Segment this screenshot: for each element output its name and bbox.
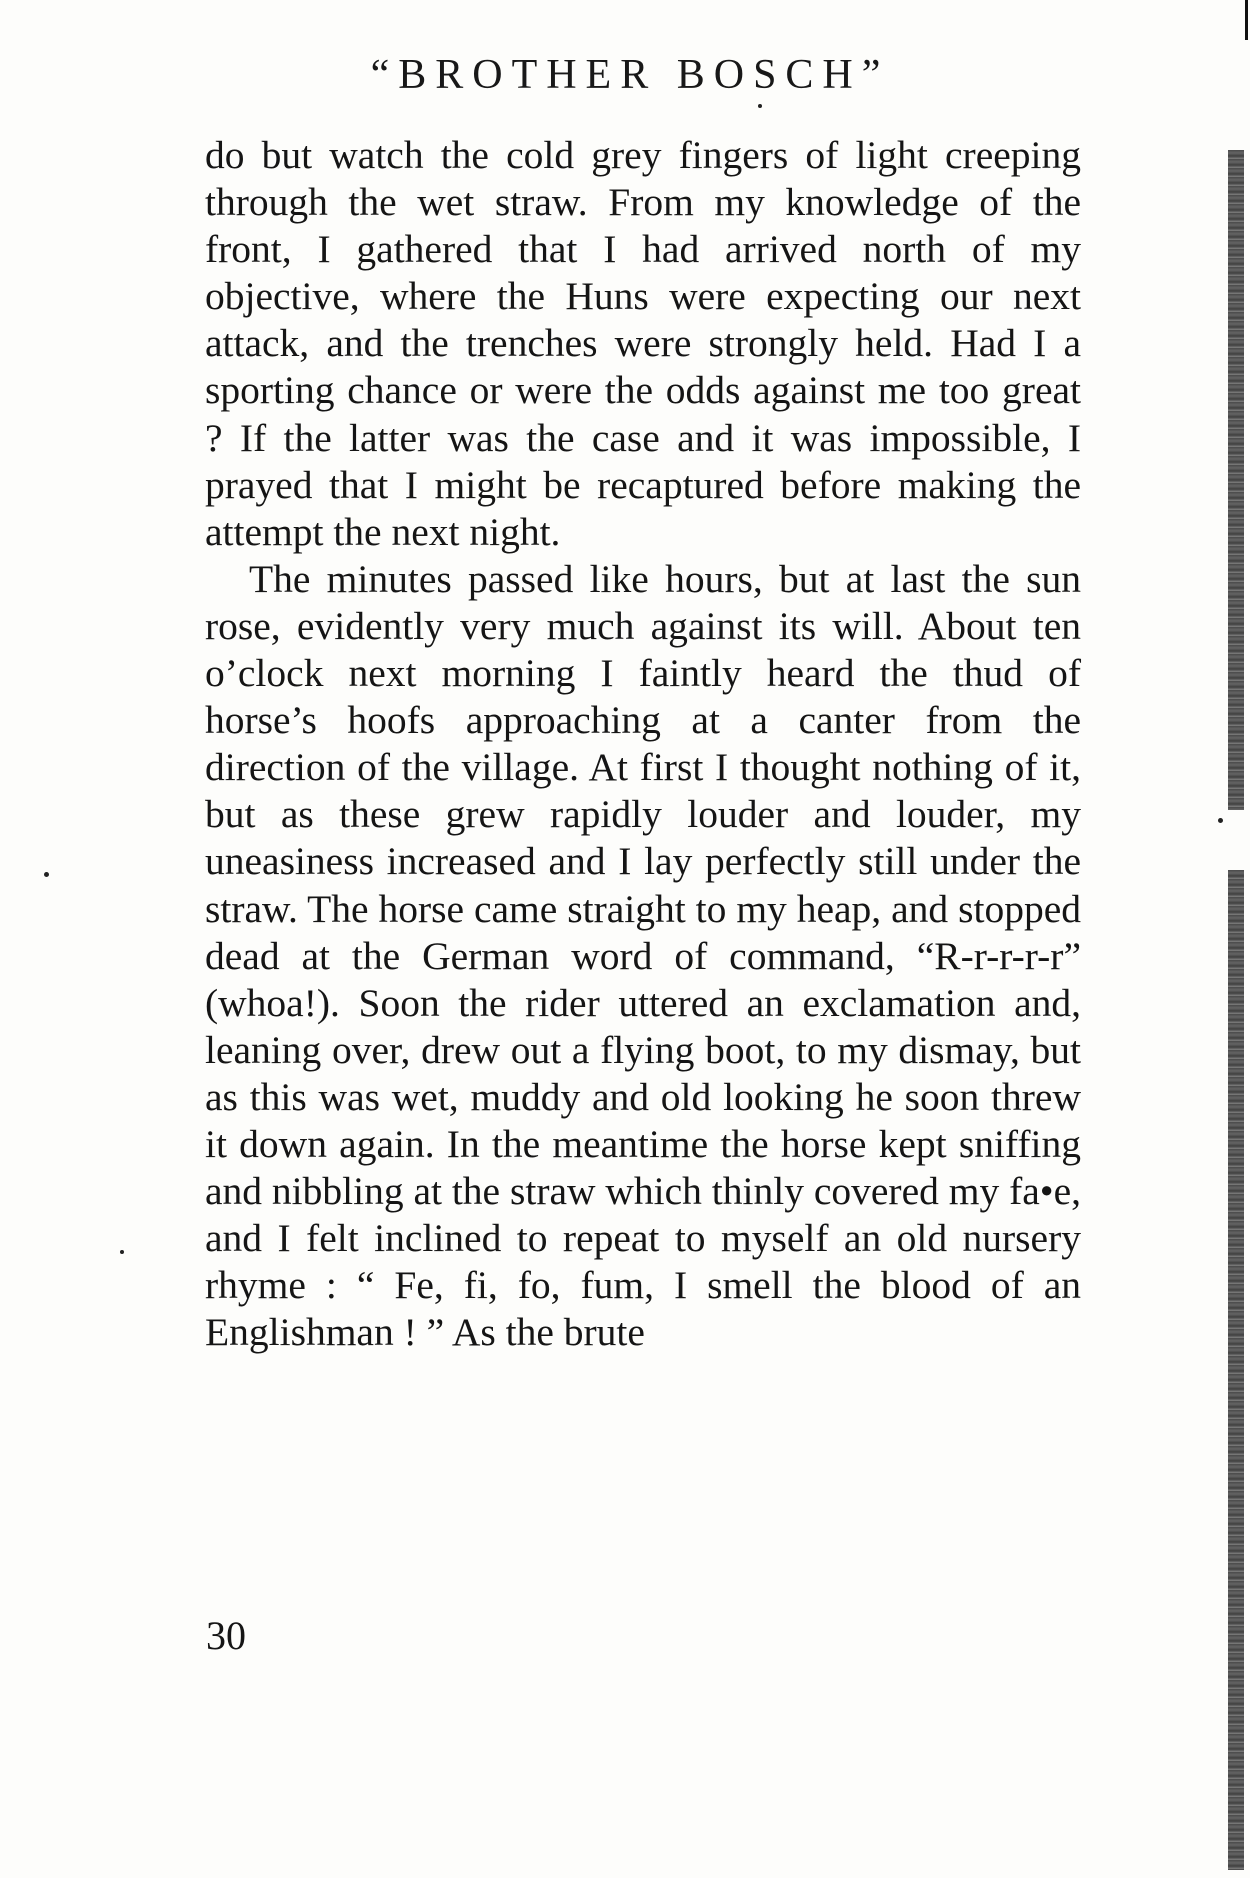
paragraph-continued: do but watch the cold grey fingers of light creeping through the wet straw. From my knowledge of the front, I gathered that I had arrived north of my objective, where the Huns were expecting our next attack, and the trenches were strongly held. Had I a sporting chance or were the odds against me too great ? If the latter was the case and it was impossible, I prayed that I might be recaptured before making the attempt the next night. xyxy=(205,133,1081,554)
running-head: “BROTHER BOSCH” xyxy=(370,52,890,98)
scan-speck xyxy=(758,104,762,108)
body-text xyxy=(205,132,1081,1356)
binding-shadow-lower xyxy=(1228,870,1244,1870)
scan-speck xyxy=(1218,818,1223,823)
scan-speck xyxy=(120,1250,124,1254)
page-number: 30 xyxy=(206,1613,246,1658)
binding-shadow-upper xyxy=(1228,150,1244,810)
binding-edge xyxy=(1220,0,1250,1878)
paragraph: The minutes passed like hours, but at last the sun rose, evidently very much against its will. About ten o’clock next morning I faintly heard the thud of horse’s hoofs approaching at a canter from the direction of the village. At first I thought nothing of it, but as these grew rapidly louder and louder, my uneasiness increased and I lay perfectly still under the straw. The horse came straight to my heap, and stopped dead at the German word of command, “R-r-r-r-r” (whoa!). Soon the rider uttered an exclamation and, leaning over, drew out a flying boot, to my dismay, but as this was wet, muddy and old looking he soon threw it down again. In the meantime the horse kept sniffing and nibbling at the straw which thinly covered my fa•e, and I felt inclined to repeat to myself an old nursery rhyme : “ Fe, fi, fo, fum, I smell the blood of an Englishman ! ” As the brute xyxy=(205,556,1082,1355)
edge-tick xyxy=(1245,0,1248,40)
scan-speck xyxy=(44,872,49,877)
